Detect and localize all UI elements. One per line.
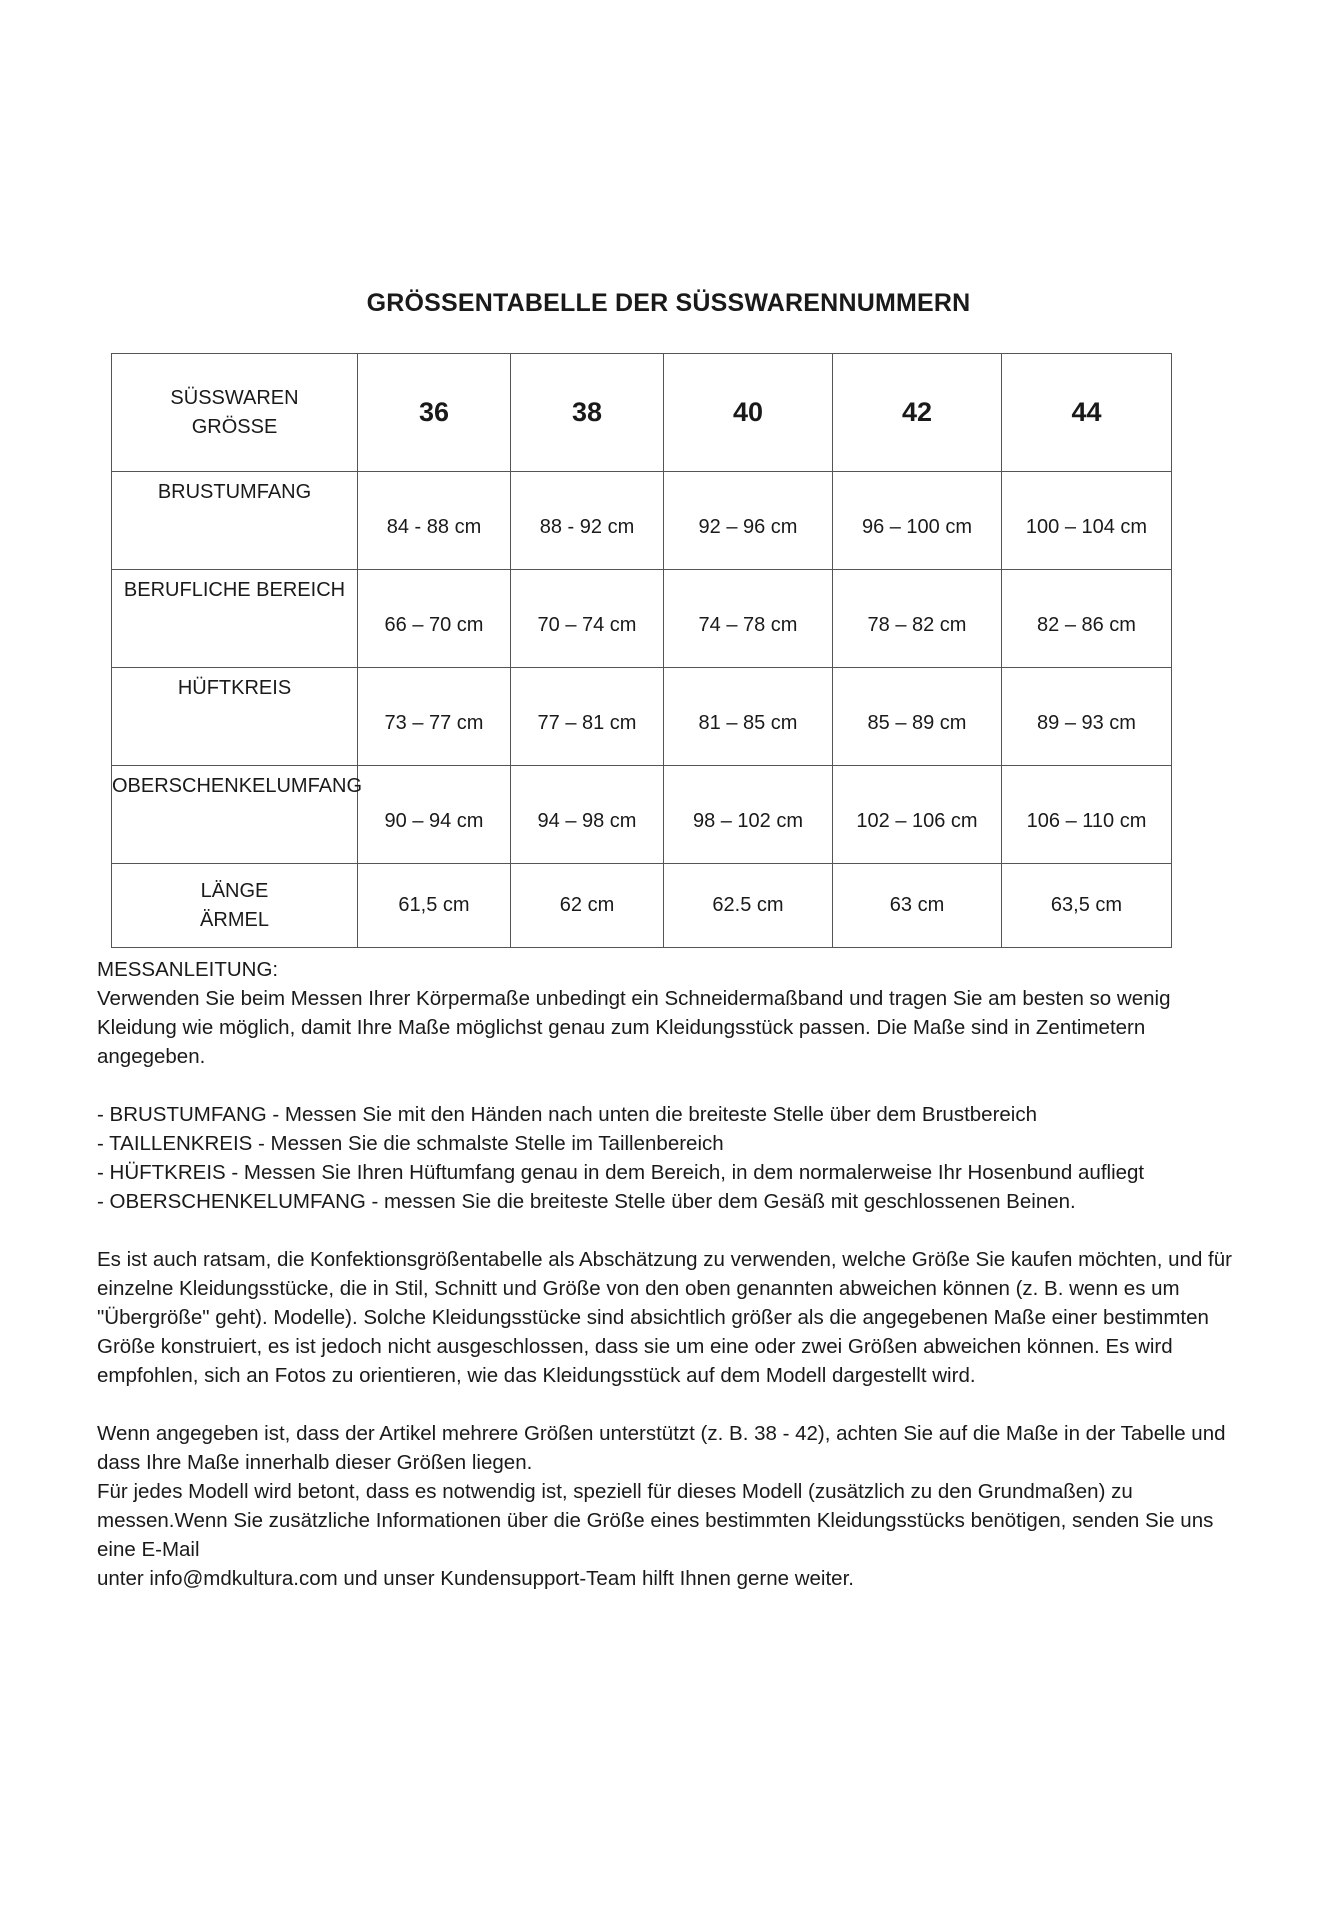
table-row [112,668,1172,766]
table-cell: 63,5 cm [1002,864,1172,948]
corner-label [112,354,358,472]
row-label [112,864,358,948]
table-cell: 85 – 89 cm [833,668,1002,766]
corner-label-line2: GRÖSSE [191,415,278,438]
table-row [112,472,1172,570]
instruction-bullet: - HÜFTKREIS - Messen Sie Ihren Hüftumfang genau in dem Bereich, in dem normalerweise Ihr Hosenbund aufliegt [97,1161,1145,1184]
row-label-line1: BERUFLICHE BEREICH [123,579,346,601]
row-label-line1: OBERSCHENKELUMFANG [112,775,363,797]
table-cell: 66 – 70 cm [358,570,511,668]
table-cell: 62 cm [511,864,664,948]
size-header: 44 [1002,354,1172,472]
instruction-bullet: - BRUSTUMFANG - Messen Sie mit den Händen nach unten die breiteste Stelle über dem Brustbereich [97,1103,1038,1126]
table-row [112,570,1172,668]
table-cell: 73 – 77 cm [358,668,511,766]
instruction-bullet: - OBERSCHENKELUMFANG - messen Sie die breiteste Stelle über dem Gesäß mit geschlossenen Beinen. [97,1190,1076,1213]
table-cell: 90 – 94 cm [358,766,511,864]
size-header: 40 [664,354,833,472]
row-label [112,766,363,864]
table-cell: 78 – 82 cm [833,570,1002,668]
table-cell: 84 - 88 cm [358,472,511,570]
table-cell: 74 – 78 cm [664,570,833,668]
table-cell: 88 - 92 cm [511,472,664,570]
row-label-line1: HÜFTKREIS [177,677,292,699]
row-label-line1: LÄNGE [200,879,269,902]
row-label [112,570,358,668]
table-cell: 81 – 85 cm [664,668,833,766]
table-cell: 61,5 cm [358,864,511,948]
table-cell: 106 – 110 cm [1002,766,1172,864]
size-header: 36 [358,354,511,472]
table-cell: 62.5 cm [664,864,833,948]
measuring-instructions [97,955,1247,1593]
size-header: 38 [511,354,664,472]
instructions-contact: unter info@mdkultura.com und unser Kundensupport-Team hilft Ihnen gerne weiter. [97,1567,854,1590]
corner-label-line1: SÜSSWAREN [170,386,299,409]
table-header-row [112,354,1172,472]
instructions-paragraph: Wenn angegeben ist, dass der Artikel mehrere Größen unterstützt (z. B. 38 - 42), achten Sie auf die Maße in der Tabelle und dass Ihre Maße innerhalb dieser Größen liegen. [97,1422,1226,1474]
row-label-line2: ÄRMEL [200,908,269,931]
instruction-bullet: - TAILLENKREIS - Messen Sie die schmalste Stelle im Taillenbereich [97,1132,724,1155]
table-cell: 102 – 106 cm [833,766,1002,864]
table-cell: 100 – 104 cm [1002,472,1172,570]
instructions-heading: MESSANLEITUNG: [97,958,279,981]
row-label-line1: BRUSTUMFANG [157,481,312,503]
table-cell: 96 – 100 cm [833,472,1002,570]
table-cell: 98 – 102 cm [664,766,833,864]
instructions-paragraph: Für jedes Modell wird betont, dass es notwendig ist, speziell für dieses Modell (zusätzlich zu den Grundmaßen) zu messen.Wenn Sie zusätzliche Informationen über die Größe eines bestimmten Kleidungsstücks benötigen, senden Sie uns eine E-Mail [97,1480,1214,1561]
table-row [112,766,1172,864]
size-header: 42 [833,354,1002,472]
instructions-intro: Verwenden Sie beim Messen Ihrer Körpermaße unbedingt ein Schneidermaßband und tragen Sie am besten so wenig Kleidung wie möglich, damit Ihre Maße möglichst genau zum Kleidungsstück passen. Die Maße sind in Zentimetern angegeben. [97,987,1171,1068]
table-cell: 63 cm [833,864,1002,948]
table-cell: 77 – 81 cm [511,668,664,766]
table-cell: 92 – 96 cm [664,472,833,570]
table-cell: 89 – 93 cm [1002,668,1172,766]
instructions-paragraph: Es ist auch ratsam, die Konfektionsgrößentabelle als Abschätzung zu verwenden, welche Größe Sie kaufen möchten, und für einzelne Kleidungsstücke, die in Stil, Schnitt und Größe von den oben genannten abweichen können (z. B. wenn es um "Übergröße" geht). Modelle). Solche Kleidungsstücke sind absichtlich größer als die angegebenen Maße einer bestimmten Größe konstruiert, es ist jedoch nicht ausgeschlossen, dass sie um eine oder zwei Größen abweichen können. Es wird empfohlen, sich an Fotos zu orientieren, wie das Kleidungsstück auf dem Modell dargestellt wird. [97,1248,1232,1387]
table-cell: 70 – 74 cm [511,570,664,668]
table-cell: 94 – 98 cm [511,766,664,864]
table-row [112,864,1172,948]
size-table [111,353,1172,948]
page-title: GRÖSSENTABELLE DER SÜSSWARENNUMMERN [366,289,971,317]
row-label [112,472,358,570]
table-cell: 82 – 86 cm [1002,570,1172,668]
row-label [112,668,358,766]
